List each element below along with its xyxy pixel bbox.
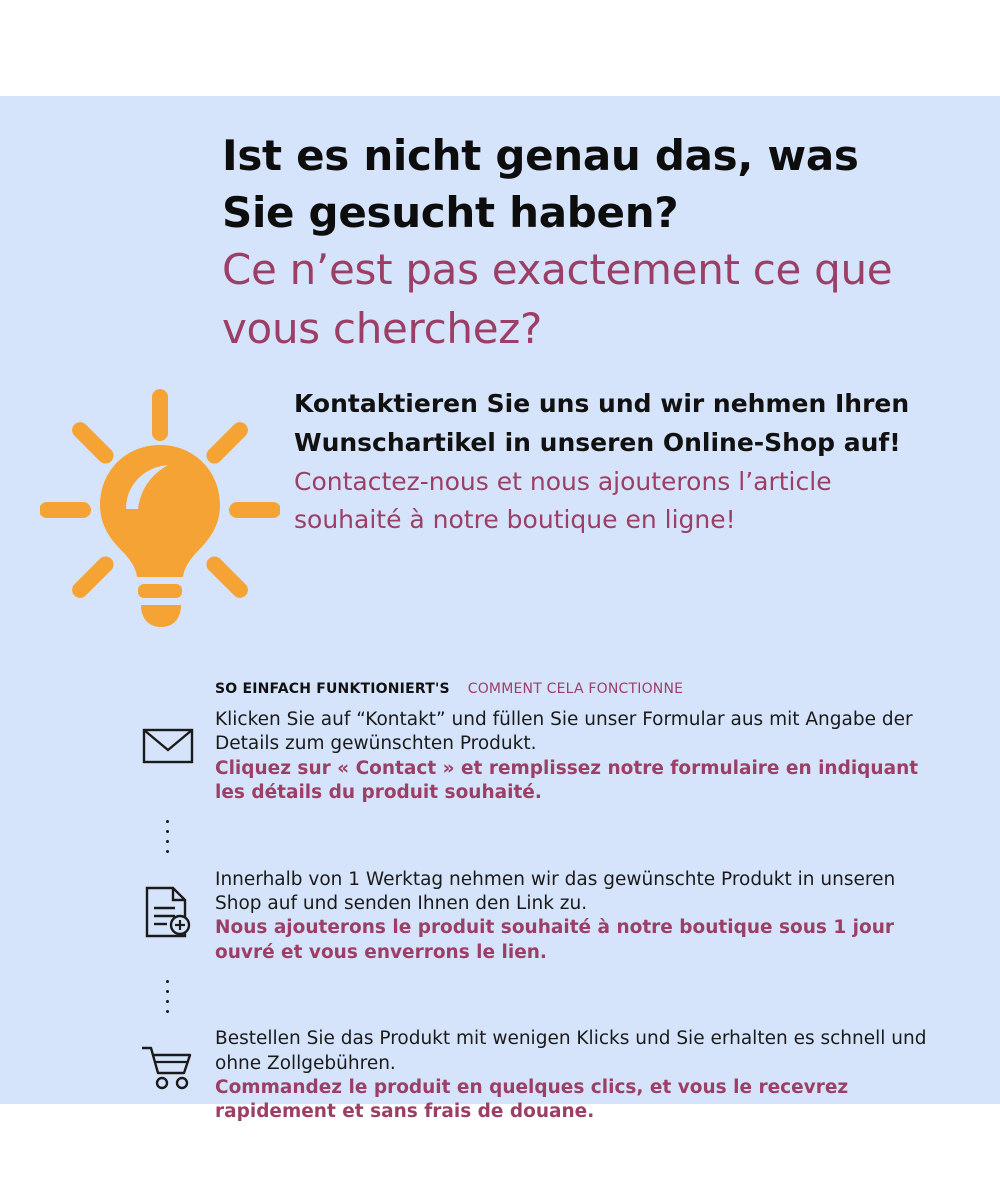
list-item bbox=[120, 708, 940, 806]
list-item bbox=[120, 868, 940, 966]
step-german: Klicken Sie auf “Kontakt” und füllen Sie unser Formular aus mit Angabe der Details zum gewünschten Produkt. bbox=[215, 709, 913, 755]
headline-german: Ist es nicht genau das, was Sie gesucht haben? bbox=[222, 131, 859, 237]
step-text bbox=[215, 708, 940, 806]
intro-block bbox=[294, 385, 914, 540]
step-french: Commandez le produit en quelques clics, et vous le recevrez rapidement et sans frais de douane. bbox=[215, 1077, 849, 1123]
step-text bbox=[215, 868, 940, 966]
list-item bbox=[120, 1027, 940, 1125]
envelope-icon bbox=[120, 708, 215, 766]
intro-german: Kontaktieren Sie uns und wir nehmen Ihren Wunschartikel in unseren Online-Shop auf! bbox=[294, 389, 910, 457]
step-text bbox=[215, 1027, 940, 1125]
steps-header-german: SO EINFACH FUNKTIONIERT'S bbox=[215, 681, 450, 697]
steps-header bbox=[215, 681, 683, 697]
steps-header-french: COMMENT CELA FONCTIONNE bbox=[467, 681, 684, 697]
step-divider-dots bbox=[120, 965, 215, 1027]
lightbulb-icon bbox=[40, 385, 280, 635]
steps-list bbox=[120, 708, 940, 1125]
lightbulb-illustration bbox=[40, 385, 280, 635]
headline-french: Ce n’est pas exactement ce que vous cherchez? bbox=[222, 245, 893, 354]
intro-french: Contactez-nous et nous ajouterons l’article souhaité à notre boutique en ligne! bbox=[294, 466, 832, 535]
document-add-icon bbox=[120, 868, 215, 938]
step-divider-dots bbox=[120, 806, 215, 868]
step-french: Nous ajouterons le produit souhaité à notre boutique sous 1 jour ouvré et vous enverrons le lien. bbox=[215, 917, 894, 963]
shopping-cart-icon bbox=[120, 1027, 215, 1091]
step-german: Bestellen Sie das Produkt mit wenigen Klicks und Sie erhalten es schnell und ohne Zollgebühren. bbox=[215, 1028, 927, 1074]
step-german: Innerhalb von 1 Werktag nehmen wir das gewünschte Produkt in unseren Shop auf und senden Ihnen den Link zu. bbox=[215, 868, 896, 915]
headline-block bbox=[222, 128, 922, 359]
step-french: Cliquez sur « Contact » et remplissez notre formulaire en indiquant les détails du produit souhaité. bbox=[215, 757, 919, 804]
